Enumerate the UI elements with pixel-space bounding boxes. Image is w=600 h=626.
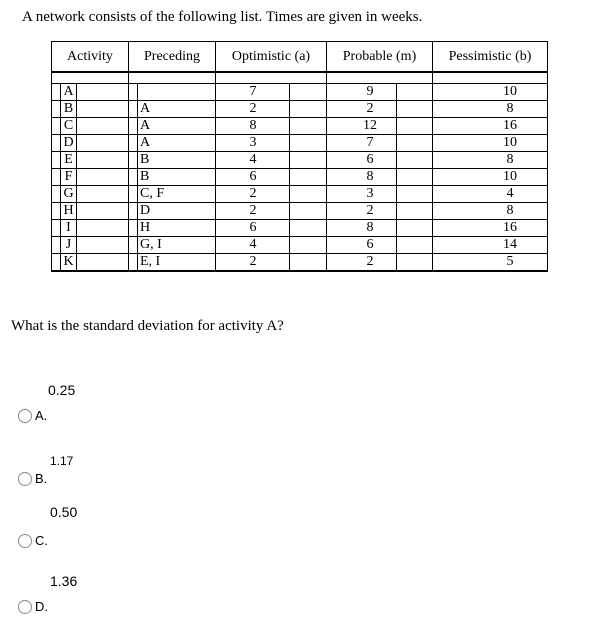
cell-preceding-text: G, I [137, 237, 211, 253]
cell-probable-text: 8 [344, 220, 397, 236]
cell-activity [52, 84, 129, 101]
cell-optimistic-text: 4 [227, 237, 290, 253]
cell-pessimistic-text: 8 [506, 203, 514, 218]
table-row [52, 135, 548, 152]
cell-pessimistic [433, 237, 548, 254]
cell-probable-text: 3 [344, 186, 397, 202]
option-d-radio[interactable] [18, 600, 32, 614]
cell-preceding-text: C, F [137, 186, 211, 202]
cell-activity-text: I [60, 220, 77, 236]
table-row [52, 220, 548, 237]
cell-preceding-text: A [137, 101, 211, 117]
cell-activity [52, 220, 129, 237]
cell-probable-text: 2 [344, 203, 397, 219]
table-row [52, 152, 548, 169]
cell-preceding-text: D [137, 203, 211, 219]
cell-activity [52, 203, 129, 220]
cell-preceding-text [137, 84, 211, 100]
table-header-row [52, 42, 548, 73]
cell-optimistic [216, 186, 327, 203]
cell-pessimistic [433, 169, 548, 186]
cell-probable-text: 6 [344, 237, 397, 253]
cell-optimistic-text: 2 [227, 203, 290, 219]
cell-optimistic [216, 84, 327, 101]
cell-optimistic-text: 2 [227, 254, 290, 270]
cell-preceding [129, 84, 216, 101]
option-b-letter: B. [35, 471, 48, 486]
table-row [52, 118, 548, 135]
cell-activity-text: D [60, 135, 77, 151]
cell-preceding [129, 169, 216, 186]
cell-activity [52, 118, 129, 135]
option-c-value: 0.50 [50, 504, 78, 520]
cell-pessimistic-text: 8 [506, 101, 514, 116]
cell-probable [327, 84, 433, 101]
cell-optimistic-text: 6 [227, 169, 290, 185]
cell-optimistic-text: 2 [227, 186, 290, 202]
cell-pessimistic [433, 220, 548, 237]
option-c-radio[interactable] [18, 534, 32, 548]
cell-probable [327, 135, 433, 152]
cell-preceding [129, 118, 216, 135]
table-spacer-row [52, 72, 548, 84]
cell-activity-text: E [60, 152, 77, 168]
cell-preceding [129, 135, 216, 152]
table-row [52, 101, 548, 118]
header-optimistic: Optimistic (a) [216, 42, 327, 73]
cell-probable [327, 220, 433, 237]
cell-optimistic-text: 2 [227, 101, 290, 117]
cell-activity-text: B [60, 101, 77, 117]
cell-activity [52, 186, 129, 203]
cell-probable [327, 254, 433, 272]
cell-optimistic-text: 3 [227, 135, 290, 151]
cell-pessimistic-text: 10 [503, 169, 517, 184]
cell-activity-text: H [60, 203, 77, 219]
cell-pessimistic-text: 14 [503, 237, 517, 252]
option-b-value: 1.17 [50, 454, 74, 468]
cell-probable-text: 2 [344, 254, 397, 270]
cell-probable-text: 9 [344, 84, 397, 100]
cell-probable [327, 186, 433, 203]
table-row [52, 203, 548, 220]
cell-preceding [129, 203, 216, 220]
cell-preceding [129, 254, 216, 272]
cell-optimistic-text: 8 [227, 118, 290, 134]
cell-pessimistic [433, 101, 548, 118]
cell-activity-text: F [60, 169, 77, 185]
question-text: What is the standard deviation for activity A? [11, 318, 284, 334]
cell-optimistic [216, 118, 327, 135]
table-row [52, 254, 548, 272]
cell-preceding-text: B [137, 169, 211, 185]
option-a-radio[interactable] [18, 409, 32, 423]
cell-preceding [129, 152, 216, 169]
cell-pessimistic-text: 10 [503, 84, 517, 99]
cell-probable-text: 6 [344, 152, 397, 168]
cell-pessimistic-text: 16 [503, 220, 517, 235]
cell-preceding [129, 220, 216, 237]
cell-preceding-text: B [137, 152, 211, 168]
cell-optimistic [216, 220, 327, 237]
cell-pessimistic [433, 152, 548, 169]
cell-activity [52, 169, 129, 186]
cell-probable [327, 237, 433, 254]
cell-probable-text: 7 [344, 135, 397, 151]
cell-probable [327, 118, 433, 135]
cell-activity [52, 152, 129, 169]
cell-activity [52, 135, 129, 152]
cell-optimistic-text: 4 [227, 152, 290, 168]
cell-pessimistic-text: 8 [506, 152, 514, 167]
header-probable: Probable (m) [327, 42, 433, 73]
cell-pessimistic-text: 16 [503, 118, 517, 133]
cell-pessimistic [433, 203, 548, 220]
cell-activity-text: K [60, 254, 77, 270]
table-row [52, 84, 548, 101]
cell-activity-text: G [60, 186, 77, 202]
cell-pessimistic [433, 254, 548, 272]
option-c-letter: C. [35, 533, 48, 548]
cell-activity-text: C [60, 118, 77, 134]
table-row [52, 186, 548, 203]
cell-optimistic [216, 237, 327, 254]
header-pessimistic: Pessimistic (b) [433, 42, 548, 73]
cell-optimistic [216, 254, 327, 272]
cell-probable [327, 203, 433, 220]
cell-optimistic [216, 101, 327, 118]
cell-activity-text: J [60, 237, 77, 253]
table-row [52, 237, 548, 254]
cell-preceding-text: H [137, 220, 211, 236]
cell-pessimistic [433, 135, 548, 152]
cell-optimistic-text: 7 [227, 84, 290, 100]
option-a-value: 0.25 [48, 382, 76, 398]
cell-probable-text: 8 [344, 169, 397, 185]
table-row [52, 169, 548, 186]
cell-optimistic [216, 152, 327, 169]
cell-probable-text: 12 [344, 118, 397, 134]
cell-probable-text: 2 [344, 101, 397, 117]
cell-preceding [129, 237, 216, 254]
activity-table [51, 41, 548, 272]
cell-optimistic-text: 6 [227, 220, 290, 236]
header-preceding: Preceding [129, 42, 216, 73]
cell-activity-text: A [60, 84, 77, 100]
cell-pessimistic [433, 84, 548, 101]
cell-pessimistic [433, 118, 548, 135]
cell-optimistic [216, 169, 327, 186]
cell-optimistic [216, 135, 327, 152]
cell-preceding-text: A [137, 118, 211, 134]
cell-activity [52, 237, 129, 254]
cell-probable [327, 101, 433, 118]
option-a-letter: A. [35, 408, 48, 423]
cell-pessimistic-text: 10 [503, 135, 517, 150]
cell-probable [327, 152, 433, 169]
cell-preceding-text: A [137, 135, 211, 151]
cell-pessimistic [433, 186, 548, 203]
cell-pessimistic-text: 4 [506, 186, 514, 201]
option-d-letter: D. [35, 599, 48, 614]
cell-preceding [129, 101, 216, 118]
option-b-radio[interactable] [18, 472, 32, 486]
intro-text: A network consists of the following list. Times are given in weeks. [22, 9, 423, 25]
cell-pessimistic-text: 5 [506, 254, 514, 269]
header-activity: Activity [52, 42, 129, 73]
cell-activity [52, 254, 129, 272]
cell-optimistic [216, 203, 327, 220]
cell-preceding [129, 186, 216, 203]
option-d-value: 1.36 [50, 573, 78, 589]
cell-activity [52, 101, 129, 118]
cell-probable [327, 169, 433, 186]
cell-preceding-text: E, I [137, 254, 211, 270]
